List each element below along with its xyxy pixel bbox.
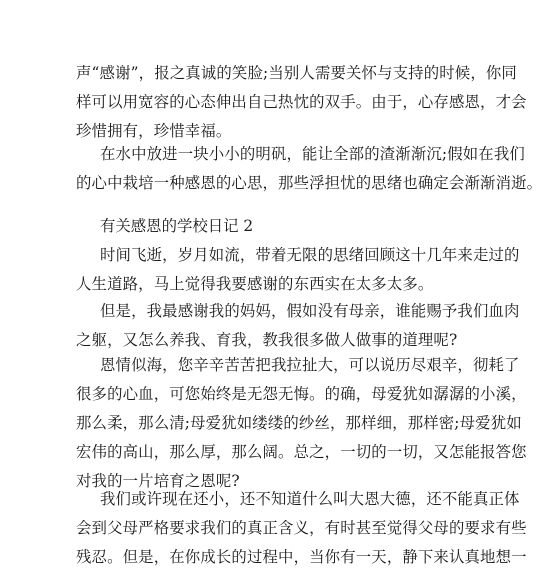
text-line: 我们或许现在还小，还不知道什么叫大恩大德，还不能真正体 <box>100 490 520 508</box>
text-line: 会到父母严格要求我们的真正含义，有时甚至觉得父母的要求有些 <box>76 519 527 537</box>
text-line: 声“感谢”，报之真诚的笑脸;当别人需要关怀与支持的时候，你同 <box>76 64 517 82</box>
text-line: 残忍。但是，在你成长的过程中，当你有一天，静下来认真地想一 <box>76 548 527 566</box>
text-line: 但是，我最感谢我的妈妈，假如没有母亲，谁能赐予我们血肉 <box>100 302 520 320</box>
paragraph-alum-metaphor <box>76 140 542 198</box>
text-line: 人生道路，马上觉得我要感谢的东西实在太多太多。 <box>76 275 434 293</box>
text-line: 的心中栽培一种感恩的心思，那些浮担忧的思绪也确定会渐渐消逝。 <box>76 174 542 192</box>
text-line: 在水中放进一块小小的明矾，能让全部的渣渐渐沉;假如在我们 <box>100 145 525 163</box>
paragraph-mothers-love <box>76 351 527 496</box>
text-line: 对我的一片培育之恩呢? <box>76 472 240 490</box>
text-line: 珍惜拥有，珍惜幸福。 <box>76 122 232 140</box>
text-line: 那么柔，那么清;母爱犹如缕缕的纱丝，那样细，那样密;母爱犹如 <box>76 414 522 432</box>
text-line: 时间飞逝，岁月如流，带着无限的思绪回顾这十几年来走过的 <box>100 246 520 264</box>
text-line: 样可以用宽容的心态伸出自己热忱的双手。由于，心存感恩，才会 <box>76 93 527 111</box>
text-line: 之躯，又怎么养我、育我，教我很多做人做事的道理呢? <box>76 331 458 349</box>
paragraph-time-flies <box>76 241 520 299</box>
text-line: 恩情似海，您辛辛苦苦把我拉扯大，可以说历尽艰辛，彻耗了 <box>100 356 520 374</box>
text-line: 很多的心血，可您始终是无怨无悔。的确，母爱犹如潺潺的小溪， <box>76 385 527 403</box>
paragraph-gratitude-response <box>76 59 527 146</box>
section-heading: 有关感恩的学校日记 2 <box>100 217 254 235</box>
text-line-partial <box>76 543 527 572</box>
paragraph-thank-mother <box>76 297 520 355</box>
text-line: 宏伟的高山，那么厚，那么阔。总之，一切的一切，又怎能报答您 <box>76 443 527 461</box>
cut-off-text-line <box>76 543 527 572</box>
